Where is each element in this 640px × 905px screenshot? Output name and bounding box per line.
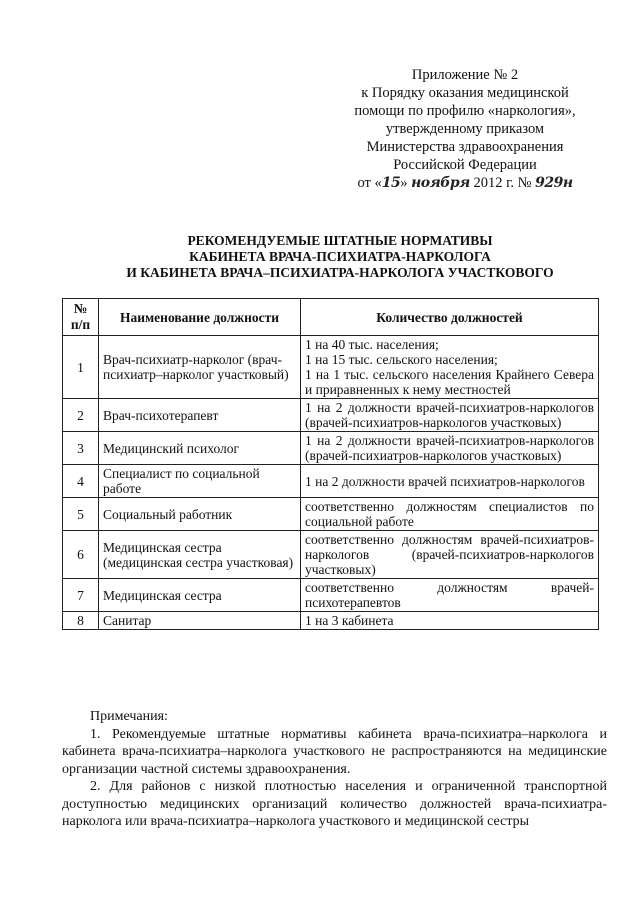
title-line: РЕКОМЕНДУЕМЫЕ ШТАТНЫЕ НОРМАТИВЫ [187, 233, 493, 248]
table-row [63, 498, 599, 531]
table-row [63, 612, 599, 630]
appendix-line: Российской Федерации [393, 157, 537, 173]
table-row [63, 465, 599, 498]
appendix-line: Министерства здравоохранения [366, 139, 564, 155]
row-position: Медицинский психолог [99, 432, 301, 465]
row-number: 6 [63, 531, 99, 579]
notes-section [62, 708, 607, 831]
row-quantity [301, 336, 599, 399]
row-number: 1 [63, 336, 99, 399]
title-line: И КАБИНЕТА ВРАЧА–ПСИХИАТРА-НАРКОЛОГА УЧАСТКОВОГО [126, 265, 554, 280]
table-row [63, 399, 599, 432]
row-number: 3 [63, 432, 99, 465]
row-position: Врач-психиатр-нарколог (врач-психиатр–нарколог участковый) [99, 336, 301, 399]
appendix-line: к Порядку оказания медицинской [361, 85, 569, 101]
row-number: 7 [63, 579, 99, 612]
handwritten-order-number: 929н [535, 175, 573, 191]
quantity-line: 1 на 1 тыс. сельского населения Крайнего Севера и приравненных к нему местностей [305, 367, 594, 397]
notes-heading: Примечания: [90, 709, 168, 724]
row-position: Социальный работник [99, 498, 301, 531]
row-number: 4 [63, 465, 99, 498]
quantity-line: 1 на 15 тыс. сельского населения; [305, 352, 498, 367]
document-title [60, 233, 620, 281]
header-quantity: Количество должностей [301, 299, 599, 336]
row-quantity: соответственно должностям специалистов по социальной работе [301, 498, 599, 531]
row-position: Медицинская сестра (медицинская сестра участковая) [99, 531, 301, 579]
row-position: Санитар [99, 612, 301, 630]
row-number: 2 [63, 399, 99, 432]
row-quantity: соответственно должностям врачей-психотерапевтов [301, 579, 599, 612]
row-quantity: 1 на 2 должности врачей-психиатров-наркологов (врачей-психиатров-наркологов участковых) [301, 432, 599, 465]
handwritten-month: ноября [411, 175, 470, 191]
title-line: КАБИНЕТА ВРАЧА-ПСИХИАТРА-НАРКОЛОГА [189, 249, 491, 264]
appendix-line: помощи по профилю «наркология», [354, 103, 576, 119]
handwritten-day: 15 [381, 175, 401, 191]
row-position: Врач-психотерапевт [99, 399, 301, 432]
date-mid: » [400, 175, 408, 191]
table-row [63, 531, 599, 579]
header-position: Наименование должности [99, 299, 301, 336]
note-item: 2. Для районов с низкой плотностью населения и ограниченной транспортной доступностью медицинских организаций количество должностей врача-психиатра-нарколога или врача-психиатра–нарколога участкового и медицинской сестры [62, 779, 607, 829]
appendix-header [330, 66, 600, 192]
header-number-symbol: № [73, 301, 88, 316]
header-number [63, 299, 99, 336]
row-quantity: 1 на 2 должности врачей психиатров-наркологов [301, 465, 599, 498]
appendix-number: Приложение № 2 [411, 67, 519, 83]
row-quantity: 1 на 2 должности врачей-психиатров-наркологов (врачей-психиатров-наркологов участковых) [301, 399, 599, 432]
row-position: Специалист по социальной работе [99, 465, 301, 498]
row-quantity: 1 на 3 кабинета [301, 612, 599, 630]
row-number: 8 [63, 612, 99, 630]
header-number-label: п/п [70, 317, 91, 332]
table-row [63, 432, 599, 465]
row-position: Медицинская сестра [99, 579, 301, 612]
order-date-line [357, 174, 572, 192]
staffing-table [62, 298, 599, 630]
date-prefix: от « [357, 175, 382, 191]
note-item: 1. Рекомендуемые штатные нормативы кабинета врача-психиатра–нарколога и кабинета врача-психиатра–нарколога участкового не распространяются на медицинские организации частной системы здравоохранения. [62, 726, 607, 777]
date-year: 2012 г. № [473, 175, 532, 191]
row-quantity: соответственно должностям врачей-психиатров-наркологов (врачей-психиатров-наркологов участковых) [301, 531, 599, 579]
table-row [63, 579, 599, 612]
appendix-line: утвержденному приказом [385, 121, 545, 137]
table-header-row [63, 299, 599, 336]
quantity-line: 1 на 40 тыс. населения; [305, 337, 439, 352]
row-number: 5 [63, 498, 99, 531]
table-row [63, 336, 599, 399]
